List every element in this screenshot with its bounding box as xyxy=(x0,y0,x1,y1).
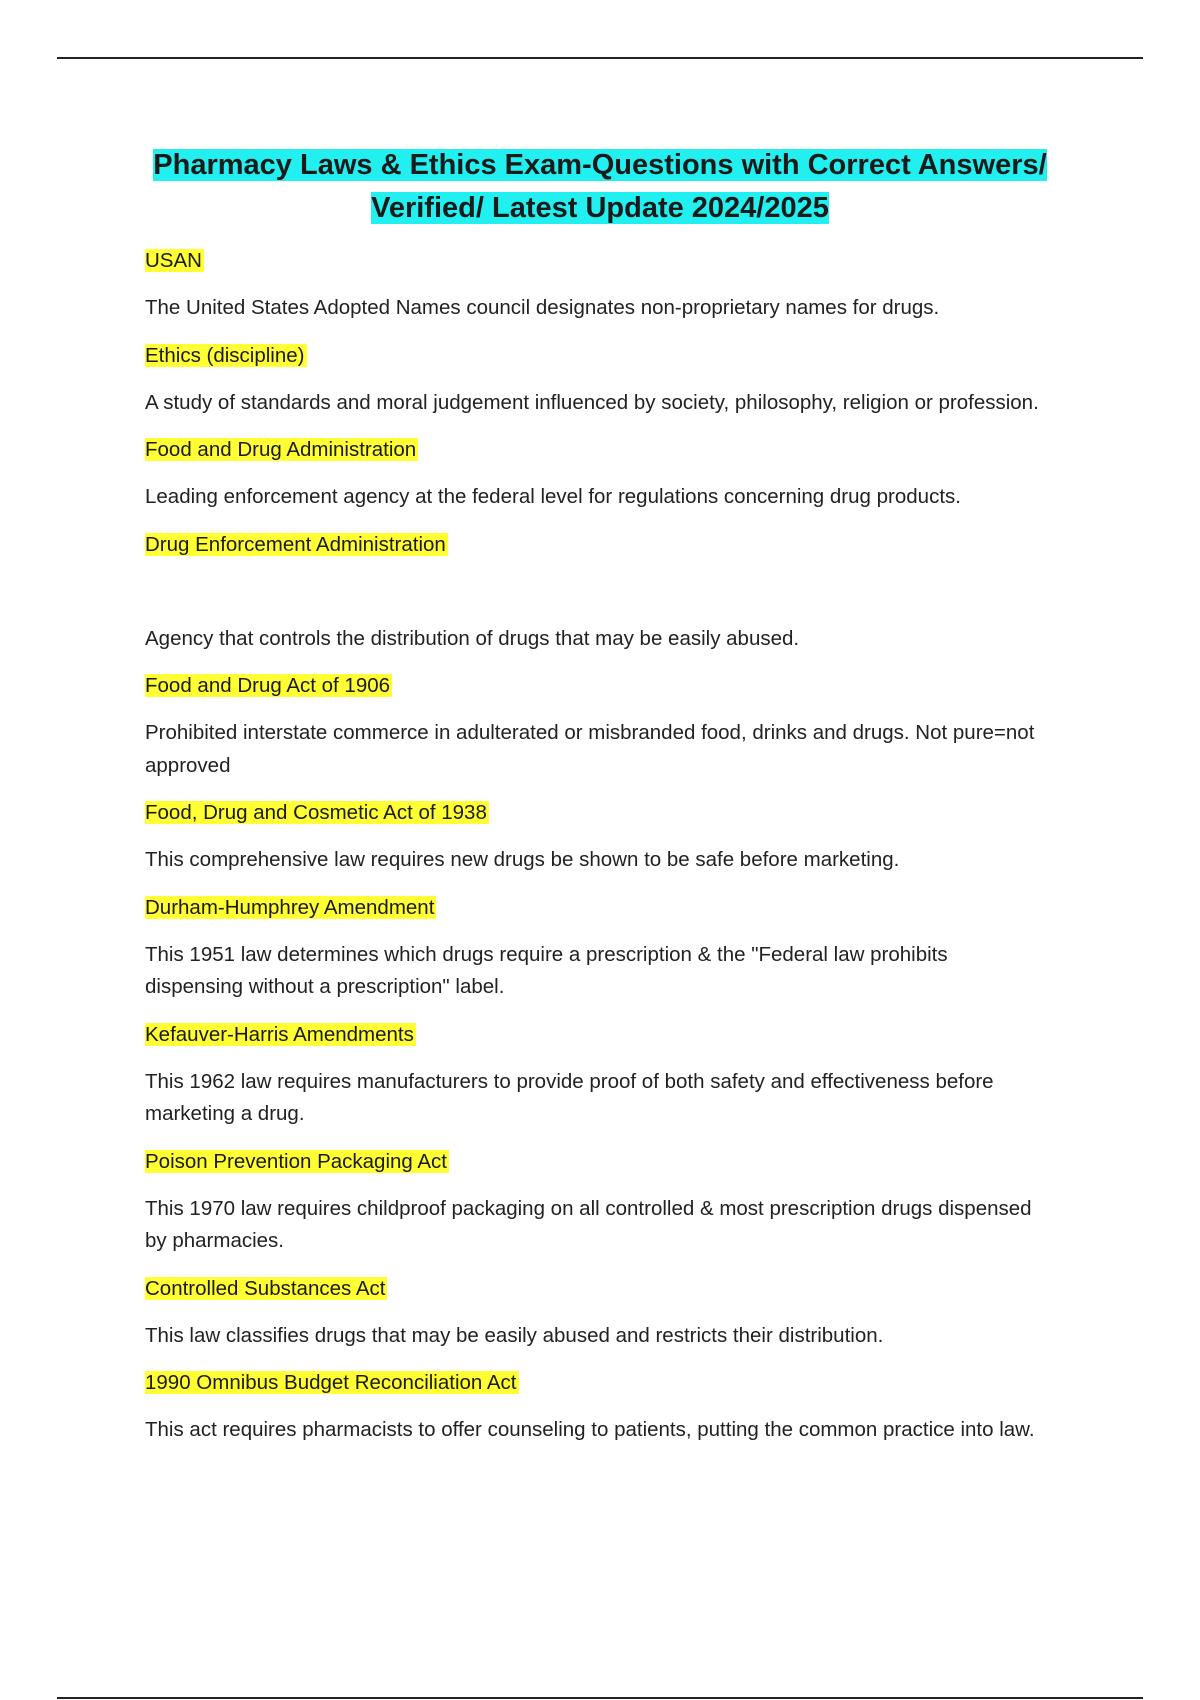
term-heading: Controlled Substances Act xyxy=(145,1276,386,1300)
qa-entry xyxy=(145,797,1045,877)
term-heading: 1990 Omnibus Budget Reconciliation Act xyxy=(145,1371,517,1394)
term-heading: Kefauver-Harris Amendments xyxy=(145,1022,414,1046)
qa-entry xyxy=(145,670,1045,782)
term-definition: This 1951 law determines which drugs require a prescription & the "Federal law prohibits dispensing without a prescription" label. xyxy=(145,942,948,998)
qa-entry xyxy=(145,245,1045,325)
term-heading: Poison Prevention Packaging Act xyxy=(145,1149,447,1173)
term-definition: This comprehensive law requires new drugs be shown to be safe before marketing. xyxy=(145,848,900,871)
term-definition: This 1962 law requires manufacturers to provide proof of both safety and effectiveness before marketing a drug. xyxy=(145,1069,994,1125)
qa-entry xyxy=(145,434,1045,514)
term-heading: Food and Drug Act of 1906 xyxy=(145,674,391,697)
document-title-text: Pharmacy Laws & Ethics Exam-Questions with Correct Answers/ Verified/ Latest Update 2024/2025 xyxy=(153,149,1047,224)
term-definition: This 1970 law requires childproof packaging on all controlled & most prescription drugs dispensed by pharmacies. xyxy=(145,1196,1032,1252)
term-definition: Leading enforcement agency at the federal level for regulations concerning drug products. xyxy=(145,485,961,508)
qa-entry xyxy=(145,892,1045,1004)
term-definition: Agency that controls the distribution of drugs that may be easily abused. xyxy=(145,626,800,650)
term-definition: The United States Adopted Names council designates non-proprietary names for drugs. xyxy=(145,296,940,319)
qa-entry xyxy=(145,1273,1045,1353)
term-definition: Prohibited interstate commerce in adulterated or misbranded food, drinks and drugs. Not pure=not approved xyxy=(145,721,1035,777)
term-definition: This law classifies drugs that may be easily abused and restricts their distribution. xyxy=(145,1323,884,1347)
qa-list xyxy=(145,245,1045,1462)
term-heading: Drug Enforcement Administration xyxy=(145,532,446,556)
qa-entry xyxy=(145,1367,1045,1447)
top-rule xyxy=(57,57,1143,59)
term-heading: Food and Drug Administration xyxy=(145,438,417,461)
qa-entry xyxy=(145,1146,1045,1258)
term-heading: USAN xyxy=(145,249,202,272)
qa-entry xyxy=(145,1019,1045,1131)
document-title xyxy=(100,144,1100,230)
term-definition: This act requires pharmacists to offer counseling to patients, putting the common practice into law. xyxy=(145,1418,1035,1441)
bottom-rule xyxy=(57,1697,1143,1699)
term-heading: Ethics (discipline) xyxy=(145,343,305,367)
term-definition: A study of standards and moral judgement influenced by society, philosophy, religion or profession. xyxy=(145,390,1039,414)
qa-entry xyxy=(145,340,1045,420)
term-heading: Durham-Humphrey Amendment xyxy=(145,895,435,919)
qa-entry xyxy=(145,529,1045,656)
term-heading: Food, Drug and Cosmetic Act of 1938 xyxy=(145,801,487,824)
